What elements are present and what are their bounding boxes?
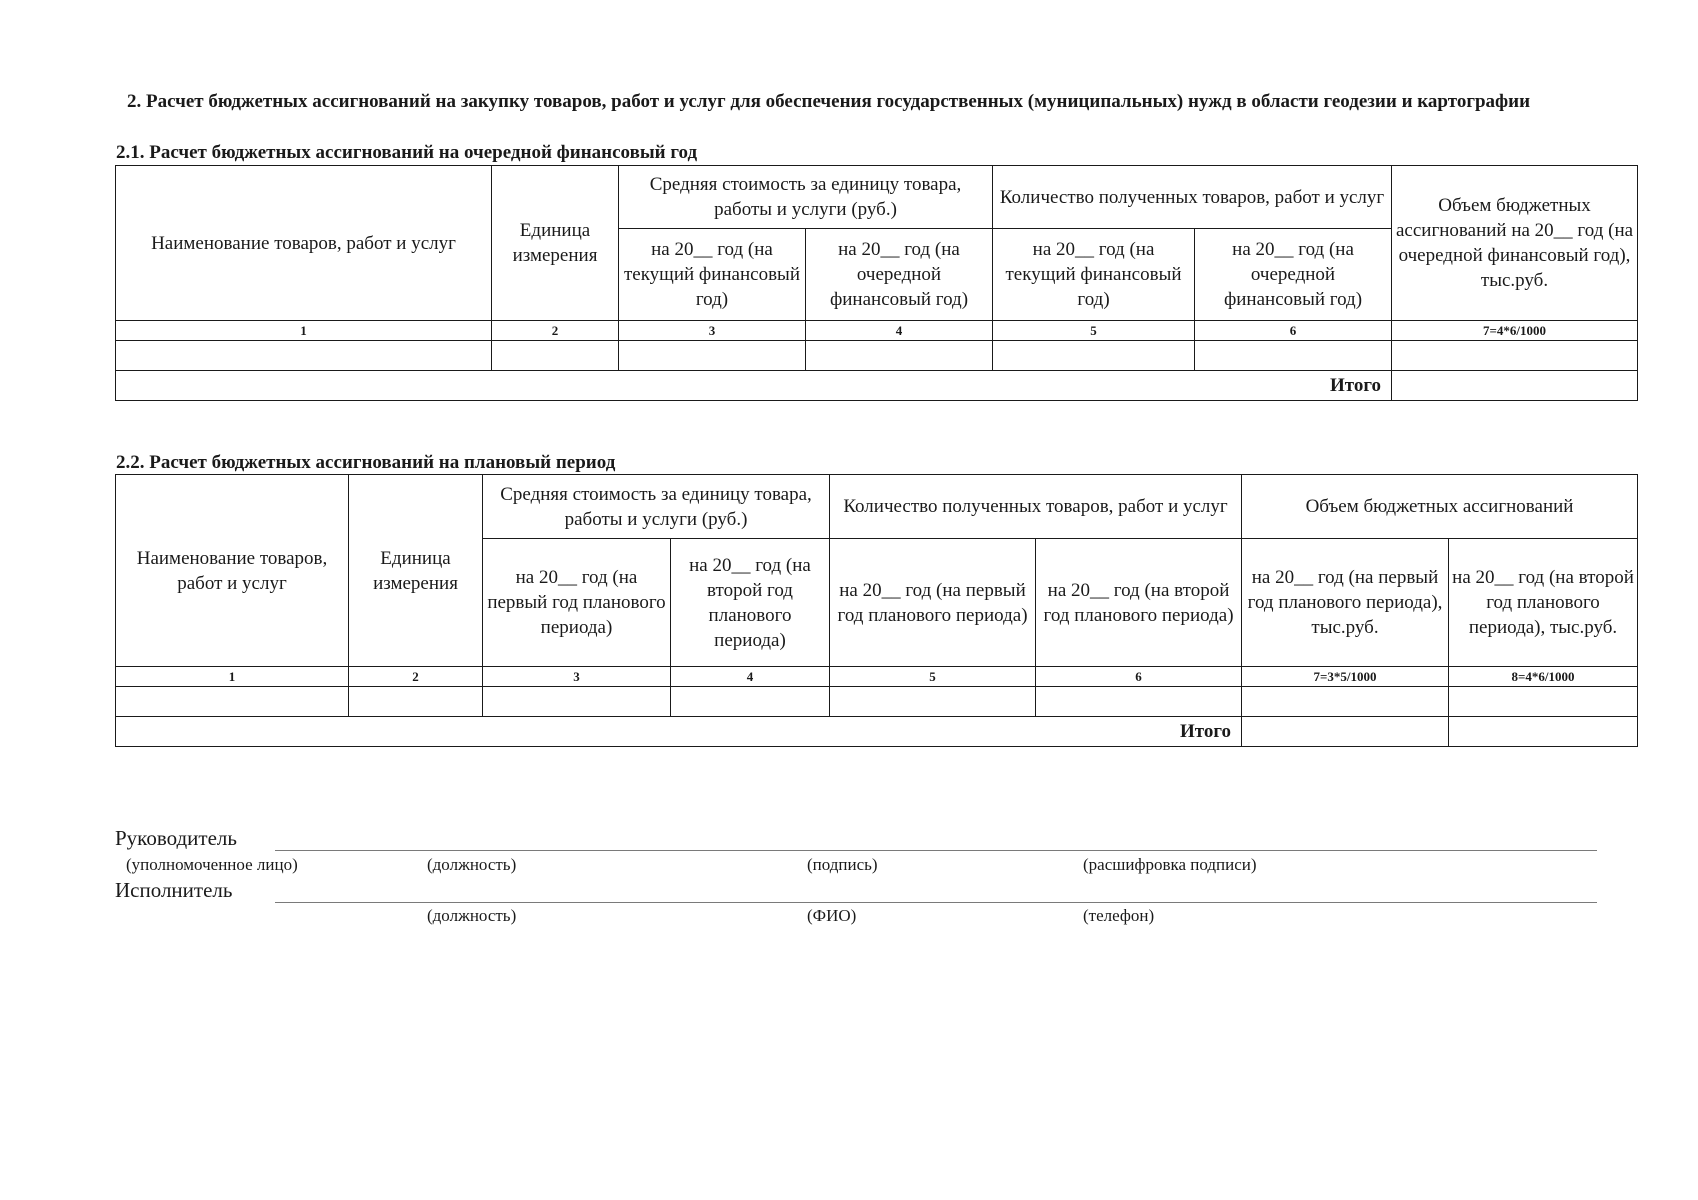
- header-name: Наименование товаров, работ и услуг: [116, 475, 349, 667]
- empty-cell: [671, 687, 830, 717]
- empty-cell: [492, 341, 619, 371]
- subheader-qty-current: на 20__ год (на текущий финансовый год): [993, 229, 1195, 321]
- subheader-cost-current: на 20__ год (на текущий финансовый год): [619, 229, 806, 321]
- subheader-volume-first: на 20__ год (на первый год планового периода), тыс.руб.: [1242, 539, 1449, 667]
- column-number: 6: [1195, 321, 1392, 341]
- empty-cell: [619, 341, 806, 371]
- section-2-heading: 2.2. Расчет бюджетных ассигнований на плановый период: [116, 452, 616, 473]
- subheader-qty-second: на 20__ год (на второй год планового периода): [1036, 539, 1242, 667]
- column-number: 7=4*6/1000: [1392, 321, 1638, 341]
- column-number: 4: [671, 667, 830, 687]
- column-number: 1: [116, 667, 349, 687]
- subheader-volume-second: на 20__ год (на второй год планового периода), тыс.руб.: [1449, 539, 1638, 667]
- column-number: 1: [116, 321, 492, 341]
- column-number: 5: [830, 667, 1036, 687]
- total-value-cell: [1242, 717, 1449, 747]
- empty-cell: [349, 687, 483, 717]
- empty-cell: [830, 687, 1036, 717]
- total-row: [116, 717, 1638, 747]
- section-1-heading: 2.1. Расчет бюджетных ассигнований на очередной финансовый год: [116, 142, 698, 163]
- total-row: [116, 371, 1638, 401]
- subheader-cost-first: на 20__ год (на первый год планового периода): [483, 539, 671, 667]
- executor-phone-caption: (телефон): [1083, 906, 1155, 925]
- executor-position-caption: (должность): [427, 906, 517, 925]
- table-next-year: [115, 165, 1638, 401]
- header-avg-cost: Средняя стоимость за единицу товара, работы и услуги (руб.): [483, 475, 830, 539]
- empty-cell: [1449, 687, 1638, 717]
- column-number: 5: [993, 321, 1195, 341]
- table-row: [116, 341, 1638, 371]
- empty-cell: [1242, 687, 1449, 717]
- subheader-qty-next: на 20__ год (на очередной финансовый год): [1195, 229, 1392, 321]
- column-number: 8=4*6/1000: [1449, 667, 1638, 687]
- header-unit: Единица измерения: [492, 166, 619, 321]
- empty-cell: [483, 687, 671, 717]
- total-label: Итого: [116, 371, 1392, 401]
- header-volume: Объем бюджетных ассигнований на 20__ год (на очередной финансовый год), тыс.руб.: [1392, 166, 1638, 321]
- header-name: Наименование товаров, работ и услуг: [116, 166, 492, 321]
- subheader-cost-second: на 20__ год (на второй год планового периода): [671, 539, 830, 667]
- column-number: 6: [1036, 667, 1242, 687]
- empty-cell: [1392, 341, 1638, 371]
- head-position-caption: (должность): [427, 855, 517, 874]
- column-number: 7=3*5/1000: [1242, 667, 1449, 687]
- empty-cell: [806, 341, 993, 371]
- total-value-cell: [1392, 371, 1638, 401]
- empty-cell: [116, 341, 492, 371]
- header-quantity: Количество полученных товаров, работ и услуг: [993, 166, 1392, 229]
- subheader-qty-first: на 20__ год (на первый год планового периода): [830, 539, 1036, 667]
- column-number: 4: [806, 321, 993, 341]
- column-number: 2: [349, 667, 483, 687]
- document-heading: 2. Расчет бюджетных ассигнований на закупку товаров, работ и услуг для обеспечения государственных (муниципальных) нужд в области геодезии и картографии: [127, 91, 1531, 112]
- header-avg-cost: Средняя стоимость за единицу товара, работы и услуги (руб.): [619, 166, 993, 229]
- header-quantity: Количество полученных товаров, работ и услуг: [830, 475, 1242, 539]
- head-sub-caption: (уполномоченное лицо): [126, 855, 298, 874]
- empty-cell: [116, 687, 349, 717]
- executor-signature-line: [275, 902, 1597, 903]
- executor-label: Исполнитель: [115, 878, 233, 902]
- column-number: 2: [492, 321, 619, 341]
- header-volume: Объем бюджетных ассигнований: [1242, 475, 1638, 539]
- subheader-cost-next: на 20__ год (на очередной финансовый год): [806, 229, 993, 321]
- column-number: 3: [483, 667, 671, 687]
- total-value-cell: [1449, 717, 1638, 747]
- table-planned-period: [115, 474, 1638, 747]
- empty-cell: [1195, 341, 1392, 371]
- column-number: 3: [619, 321, 806, 341]
- header-unit: Единица измерения: [349, 475, 483, 667]
- empty-cell: [1036, 687, 1242, 717]
- table-row: [116, 687, 1638, 717]
- head-label: Руководитель: [115, 826, 237, 850]
- head-signature-caption: (подпись): [807, 855, 878, 874]
- total-label: Итого: [116, 717, 1242, 747]
- executor-name-caption: (ФИО): [807, 906, 857, 925]
- head-decoding-caption: (расшифровка подписи): [1083, 855, 1257, 874]
- head-signature-line: [275, 850, 1597, 851]
- empty-cell: [993, 341, 1195, 371]
